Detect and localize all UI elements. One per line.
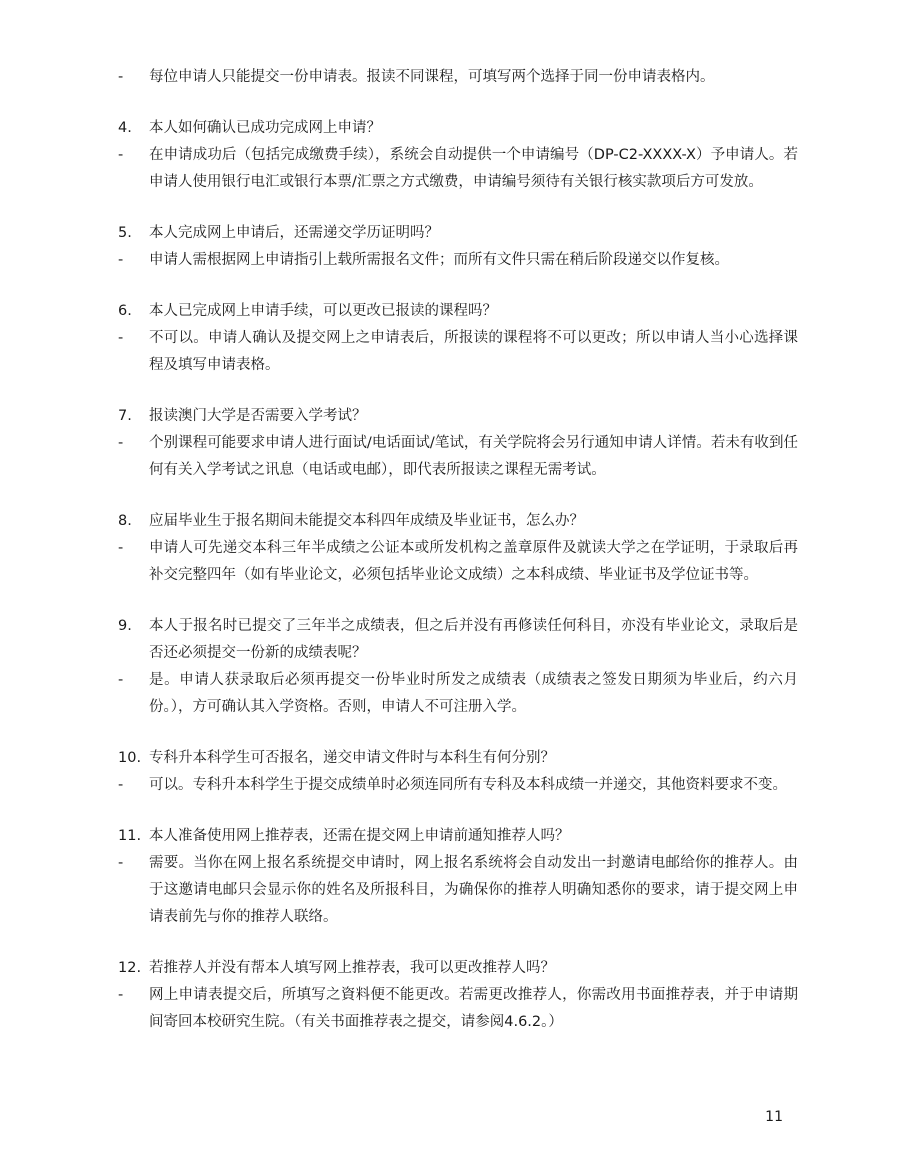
question-number: 10. — [118, 750, 142, 766]
dash-marker: - — [118, 987, 124, 1003]
faq-item-7 — [118, 403, 798, 484]
dash-marker: - — [118, 252, 124, 268]
question-number: 6. — [118, 303, 132, 319]
dash-marker: - — [118, 330, 124, 346]
question-row — [118, 115, 798, 142]
question-number: 4. — [118, 120, 132, 136]
dash-marker: - — [118, 147, 124, 163]
faq-item-4 — [118, 115, 798, 196]
answer-text: 个别课程可能要求申请人进行面试/电话面试/笔试，有关学院将会另行通知申请人详情。若未有收到任何有关入学考试之讯息（电话或电邮），即代表所报读之课程无需考试。 — [149, 435, 798, 478]
page-number: 11 — [765, 1109, 783, 1125]
question-row — [118, 508, 798, 535]
intro-answer-row — [118, 64, 798, 91]
question-row — [118, 955, 798, 982]
question-row — [118, 823, 798, 850]
answer-row — [118, 850, 798, 931]
faq-item-6 — [118, 298, 798, 379]
faq-item-8 — [118, 508, 798, 589]
answer-text: 在申请成功后（包括完成缴费手续），系统会自动提供一个申请编号（DP-C2-XXXX-X）予申请人。若申请人使用银行电汇或银行本票/汇票之方式缴费，申请编号须待有关银行核实款项后方可发放。 — [149, 147, 798, 190]
answer-row — [118, 430, 798, 484]
faq-content — [118, 64, 798, 1060]
answer-row — [118, 247, 798, 274]
faq-item-11 — [118, 823, 798, 931]
answer-text: 是。申请人获录取后必须再提交一份毕业时所发之成绩表（成绩表之签发日期须为毕业后，约六月份。），方可确认其入学资格。否则，申请人不可注册入学。 — [149, 672, 798, 715]
question-text: 若推荐人并没有帮本人填写网上推荐表，我可以更改推荐人吗？ — [149, 960, 555, 976]
question-text: 本人已完成网上申请手续，可以更改已报读的课程吗？ — [149, 303, 497, 319]
answer-text: 申请人可先递交本科三年半成绩之公证本或所发机构之盖章原件及就读大学之在学证明，于录取后再补交完整四年（如有毕业论文，必须包括毕业论文成绩）之本科成绩、毕业证书及学位证书等。 — [149, 540, 798, 583]
answer-row — [118, 772, 798, 799]
question-row — [118, 613, 798, 667]
question-number: 7. — [118, 408, 132, 424]
answer-row — [118, 325, 798, 379]
question-row — [118, 403, 798, 430]
answer-text: 可以。专科升本科学生于提交成绩单时必须连同所有专科及本科成绩一并递交，其他资料要求不变。 — [149, 777, 787, 793]
answer-row — [118, 667, 798, 721]
question-row — [118, 298, 798, 325]
answer-text: 需要。当你在网上报名系统提交申请时，网上报名系统将会自动发出一封邀请电邮给你的推荐人。由于这邀请电邮只会显示你的姓名及所报科目，为确保你的推荐人明确知悉你的要求，请于提交网上申请表前先与你的推荐人联络。 — [149, 855, 798, 925]
dash-marker: - — [118, 540, 124, 556]
question-text: 本人于报名时已提交了三年半之成绩表，但之后并没有再修读任何科目，亦没有毕业论文，录取后是否还必须提交一份新的成绩表呢？ — [149, 618, 798, 661]
dash-marker: - — [118, 672, 124, 688]
faq-item-9 — [118, 613, 798, 721]
question-number: 11. — [118, 828, 142, 844]
faq-item-5 — [118, 220, 798, 274]
question-number: 12. — [118, 960, 142, 976]
answer-row — [118, 142, 798, 196]
question-row — [118, 745, 798, 772]
question-text: 报读澳门大学是否需要入学考试？ — [149, 408, 367, 424]
intro-note — [118, 64, 798, 91]
answer-row — [118, 982, 798, 1036]
answer-text: 不可以。申请人确认及提交网上之申请表后，所报读的课程将不可以更改；所以申请人当小心选择课程及填写申请表格。 — [149, 330, 798, 373]
answer-text: 申请人需根据网上申请指引上载所需报名文件；而所有文件只需在稍后阶段递交以作复核。 — [149, 252, 729, 268]
question-number: 9. — [118, 618, 132, 634]
faq-item-12 — [118, 955, 798, 1036]
question-number: 5. — [118, 225, 132, 241]
question-text: 本人如何确认已成功完成网上申请？ — [149, 120, 381, 136]
question-row — [118, 220, 798, 247]
answer-text: 每位申请人只能提交一份申请表。报读不同课程，可填写两个选择于同一份申请表格内。 — [149, 69, 715, 85]
answer-text: 网上申请表提交后，所填写之資料便不能更改。若需更改推荐人，你需改用书面推荐表，并于申请期间寄回本校研究生院。（有关书面推荐表之提交，请参阅4.6.2。） — [149, 987, 798, 1030]
dash-marker: - — [118, 69, 124, 85]
question-text: 本人准备使用网上推荐表，还需在提交网上申请前通知推荐人吗？ — [149, 828, 570, 844]
faq-item-10 — [118, 745, 798, 799]
question-text: 专科升本科学生可否报名，递交申请文件时与本科生有何分别？ — [149, 750, 555, 766]
dash-marker: - — [118, 435, 124, 451]
question-number: 8. — [118, 513, 132, 529]
question-text: 应届毕业生于报名期间未能提交本科四年成绩及毕业证书，怎么办？ — [149, 513, 584, 529]
question-text: 本人完成网上申请后，还需递交学历证明吗？ — [149, 225, 439, 241]
dash-marker: - — [118, 777, 124, 793]
answer-row — [118, 535, 798, 589]
dash-marker: - — [118, 855, 124, 871]
